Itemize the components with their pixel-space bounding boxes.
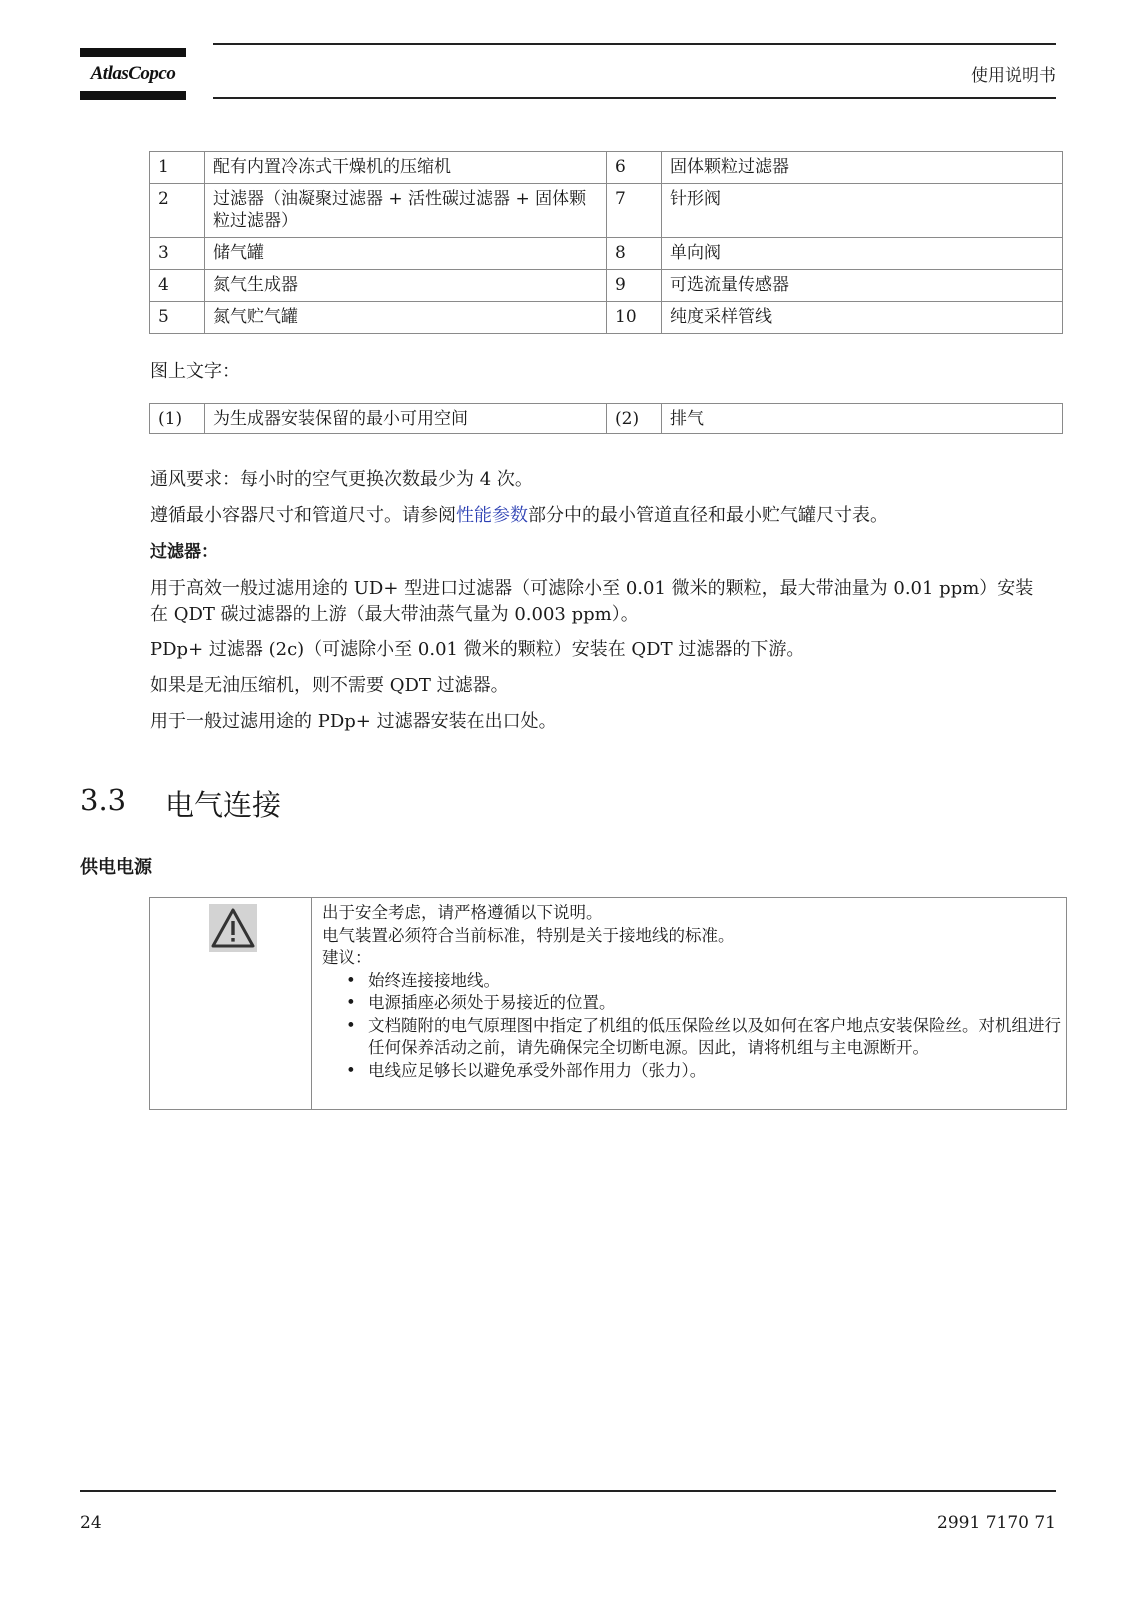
table-row xyxy=(150,238,1063,270)
table-cell: 4 xyxy=(150,270,205,302)
table-cell: (1) xyxy=(150,404,205,434)
filter-paragraph-4: 用于一般过滤用途的 PDp+ 过滤器安装在出口处。 xyxy=(150,711,557,732)
warning-triangle-icon xyxy=(209,904,257,952)
table-cell: 8 xyxy=(607,238,662,270)
table-cell: 10 xyxy=(607,302,662,334)
table-cell: 纯度采样管线 xyxy=(662,302,1063,334)
table-row xyxy=(150,404,1063,434)
atlas-copco-logo xyxy=(80,48,186,100)
power-supply-heading: 供电电源 xyxy=(80,857,152,878)
table-cell: 储气罐 xyxy=(205,238,607,270)
table-row xyxy=(150,302,1063,334)
filter-paragraph-1: 用于高效一般过滤用途的 UD+ 型进口过滤器（可滤除小至 0.01 微米的颗粒，最大带油量为 0.01 ppm）安装在 QDT 碳过滤器的上游（最大带油蒸气量为 0.003 ppm）。 xyxy=(150,578,1034,625)
filter-paragraph-3: 如果是无油压缩机，则不需要 QDT 过滤器。 xyxy=(150,675,509,696)
performance-link[interactable]: 性能参数 xyxy=(456,505,528,526)
pipe-size-text-post: 部分中的最小管道直径和最小贮气罐尺寸表。 xyxy=(528,505,888,526)
table-cell: 固体颗粒过滤器 xyxy=(662,152,1063,184)
list-item: • 电线应足够长以避免承受外部作用力（张力）。 xyxy=(368,1060,1062,1083)
table-cell: 6 xyxy=(607,152,662,184)
table-cell: 氮气贮气罐 xyxy=(205,302,607,334)
logo-top-bar xyxy=(80,48,186,57)
table-cell: 排气 xyxy=(662,404,1063,434)
warning-box xyxy=(149,897,1067,1110)
table-row xyxy=(150,270,1063,302)
warning-line-3: 建议： xyxy=(322,948,372,967)
table-cell: 5 xyxy=(150,302,205,334)
warning-divider xyxy=(311,898,312,1109)
table-row xyxy=(150,152,1063,184)
table-cell: 7 xyxy=(607,184,662,238)
table-row xyxy=(150,184,1063,238)
table-cell: 为生成器安装保留的最小可用空间 xyxy=(205,404,607,434)
table-cell: 单向阀 xyxy=(662,238,1063,270)
footer-rule xyxy=(80,1490,1056,1492)
figure-text-table xyxy=(149,403,1063,434)
table-cell: 1 xyxy=(150,152,205,184)
pipe-size-text xyxy=(150,503,1055,529)
warning-list xyxy=(322,970,1062,1083)
logo-text: AtlasCopco xyxy=(90,63,176,84)
table-cell: 9 xyxy=(607,270,662,302)
filter-heading: 过滤器： xyxy=(150,542,218,562)
list-item: • 电源插座必须处于易接近的位置。 xyxy=(368,992,1062,1015)
header-title: 使用说明书 xyxy=(971,66,1056,86)
table-cell: (2) xyxy=(607,404,662,434)
legend-table xyxy=(149,151,1063,334)
table-cell: 配有内置冷冻式干燥机的压缩机 xyxy=(205,152,607,184)
document-number: 2991 7170 71 xyxy=(937,1513,1056,1533)
pipe-size-text-pre: 遵循最小容器尺寸和管道尺寸。请参阅 xyxy=(150,505,456,526)
table-cell: 过滤器（油凝聚过滤器 + 活性碳过滤器 + 固体颗粒过滤器） xyxy=(205,184,607,238)
warning-line-2: 电气装置必须符合当前标准，特别是关于接地线的标准。 xyxy=(322,925,735,945)
header-top-rule xyxy=(213,43,1056,45)
ventilation-text: 通风要求：每小时的空气更换次数最少为 4 次。 xyxy=(150,469,533,490)
list-item: • 文档随附的电气原理图中指定了机组的低压保险丝以及如何在客户地点安装保险丝。对机组进行任何保养活动之前，请先确保完全切断电源。因此，请将机组与主电源断开。 xyxy=(368,1015,1062,1060)
section-number: 3.3 xyxy=(80,783,127,817)
section-title: 电气连接 xyxy=(165,788,282,822)
table-cell: 2 xyxy=(150,184,205,238)
list-item: • 始终连接接地线。 xyxy=(368,970,1062,993)
table-cell: 氮气生成器 xyxy=(205,270,607,302)
page-number: 24 xyxy=(80,1513,102,1533)
warning-line-1: 出于安全考虑，请严格遵循以下说明。 xyxy=(322,903,603,922)
filter-paragraph-2: PDp+ 过滤器 (2c)（可滤除小至 0.01 微米的颗粒）安装在 QDT 过滤器的下游。 xyxy=(150,639,805,660)
table-cell: 针形阀 xyxy=(662,184,1063,238)
caption-label: 图上文字： xyxy=(150,361,240,382)
logo-bottom-bar xyxy=(80,91,186,100)
table-cell: 3 xyxy=(150,238,205,270)
table-cell: 可选流量传感器 xyxy=(662,270,1063,302)
header-bottom-rule xyxy=(213,97,1056,99)
warning-text xyxy=(322,902,1062,1082)
